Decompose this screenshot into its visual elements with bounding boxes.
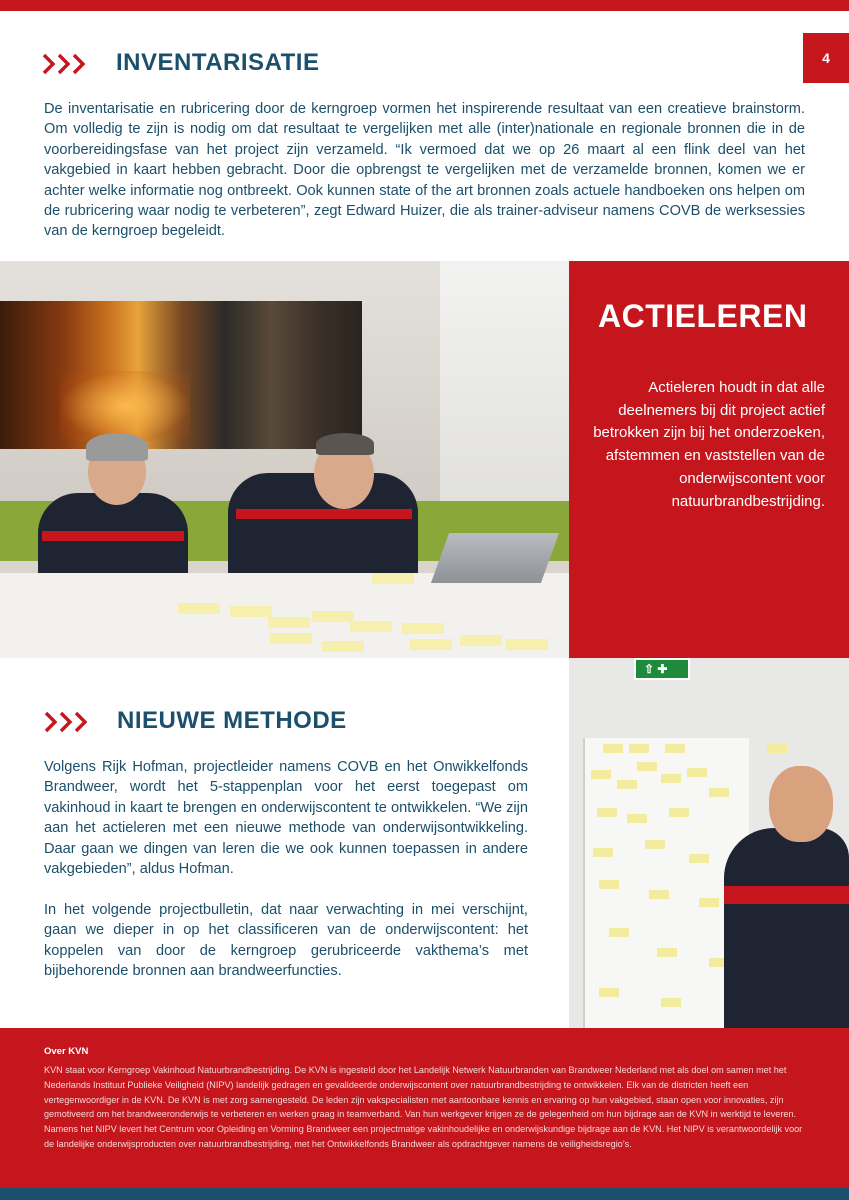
triple-chevron-right-icon [44, 710, 88, 734]
bottom-accent-bar [0, 1188, 849, 1200]
aside-body: Actieleren houdt in dat alle deelnemers bij dit project actief betrokken zijn bij het onderzoeken, afstemmen en vaststellen van de onderwijscontent voor natuurbrandbestrijding. [593, 379, 825, 510]
top-accent-bar [0, 0, 849, 11]
footer-title: Over KVN [44, 1046, 89, 1057]
section-body-paragraph-2: In het volgende projectbulletin, dat naar verwachting in mei verschijnt, gaan we dieper in op het classificeren van de onderwijscontent: het koppelen van door de kerngroep gerubriceerde vakthema’s met bijbehorende bronnen aan brandweerfuncties. [44, 902, 528, 980]
page-number: 4 [803, 33, 849, 83]
aside-title: ACTIELEREN [598, 298, 808, 334]
section-title-nieuwe-methode: NIEUWE METHODE [117, 707, 347, 734]
triple-chevron-right-icon [42, 52, 86, 76]
footer-body: KVN staat voor Kerngroep Vakinhoud Natuurbrandbestrijding. De KVN is ingesteld door het Landelijk Netwerk Natuurbranden van Brandweer Nederland met als doel om samen met het Nederlands Instituut Publieke Veiligheid (NIPV) landelijk gedragen en gevalideerde onderwijscontent over natuurbrandbestrijding te ontwikkelen. Elk van de districten heeft een vertegenwoordiger in de KVN. De KVN is met zorg samengesteld. De leden zijn vakspecialisten met aantoonbare kennis en ervaring op hun vakgebied, staan open voor innovaties, zijn gemotiveerd om het brandweeronderwijs te verbeteren en werken graag in teamverband. Van hun werkgever krijgen ze de gelegenheid om hun bijdrage aan de KVN in werktijd te leveren. Namens het NIPV levert het Centrum voor Opleiding en Vorming Brandweer een projectmatige vakinhoudelijke en onderwijskundige bijdrage aan de KVN. Het NIPV is verantwoordelijk voor de landelijke onderwijsproducten over natuurbrandbestrijding, met het Ontwikkelfonds Brandweer als opdrachtgever namens de veiligheidsregio’s. [44, 1065, 803, 1149]
section-body-paragraph-1: Volgens Rijk Hofman, projectleider namens COVB en het Onwikkelfonds Brandweer, wordt het 5-stappenplan voor het eerst toegepast om vakinhoud in kaart te brengen en onderwijscontent te ontwikkelen. “We zijn aan het actieleren met een nieuwe methode van onderwijsontwikkeling. Daar gaan we dingen van leren die we ook kunnen toepassen in andere vakgebieden”, aldus Hofman. [44, 759, 528, 878]
section-body-inventarisatie: De inventarisatie en rubricering door de kerngroep vormen het inspirerende resultaat van een creatieve brainstorm. Om volledig te zijn is nodig om dat resultaat te vergelijken met alle (inter)nationale en regionale bronnen die in de voorbereidingsfase van het project zijn verzameld. “Ik vermoed dat we op 26 maart al een flink deel van het vakgebied in kaart hebben gebracht. Door die opbrengst te vergelijken met de verzamelde bronnen, komen we er achter welke informatie nog ontbreekt. Ook kunnen state of the art bronnen zoals actuele handboeken ons helpen om de rubricering waar nodig te verbeteren”, zegt Edward Huizer, die als trainer-adviseur namens COVB de werksessies van de kerngroep begeleidt. [44, 101, 805, 240]
meeting-photo [0, 261, 569, 658]
whiteboard-photo: ⇧ ✚ [569, 658, 849, 1028]
section-title-inventarisatie: INVENTARISATIE [116, 49, 320, 76]
